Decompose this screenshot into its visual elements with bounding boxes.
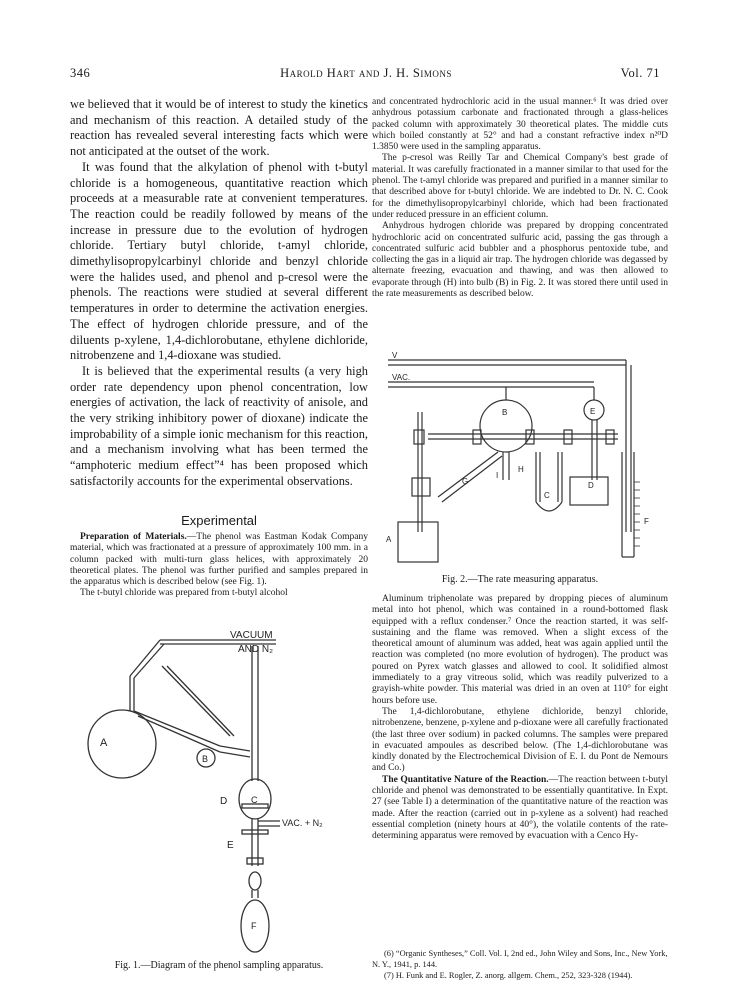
- fig2-label-g: G: [462, 477, 469, 486]
- running-header: [0, 66, 732, 86]
- fig1-label-e: E: [227, 840, 234, 851]
- footnotes: [372, 948, 668, 981]
- flask-a: [88, 710, 156, 778]
- fig2-label-h: H: [518, 465, 524, 474]
- fig1-label-vacuum: VACUUM: [230, 630, 273, 641]
- paragraph-text: —The reaction between t-butyl chloride and phenol was demonstrated to be essentially quantitative. In Expt. 27 (see Table I) a determination of the quantitative nature of the reaction was made. After the reaction (carried out in p-xylene as a solvent) had reached essential completion (ninety hours at 40°), the volatile contents of the rate-determining apparatus were removed by evacuation with a Cenco Hy-: [372, 774, 669, 842]
- paragraph: The p-cresol was Reilly Tar and Chemical Company's best grade of material. It was carefully fractionated in a manner similar to that used for the phenol. The t-amyl chloride was prepared and purified in a manner similar to that described above for t-butyl chloride. We are indebted to Dr. N. C. Cook for the dimethylisopropylcarbinyl chloride, which had been fractionated under reduced pressure in an efficient column.: [372, 153, 668, 220]
- paragraph: It is believed that the experimental results (a very high order rate dependency upon phenol concentration, low energies of activation, the lack of reactivity of anisole, and the very striking inhibitory power of dioxane) indicate the improbability of a simple ionic mechanism for this reaction, and a mechanism involving what has been termed the “amphoteric medium effect”⁴ has been proposed which satisfactorily accounts for the experimental observations.: [70, 363, 368, 488]
- fig2-label-c: C: [544, 491, 550, 500]
- paragraph: Anhydrous hydrogen chloride was prepared by dropping concentrated hydrochloric acid on concentrated sulfuric acid, passing the gas through a concentrated sulfuric acid bubbler and a phosphorus pentoxide tube, and collecting the gas in a liquid air trap. The hydrogen chloride was degassed by alternate freezing, evacuation and thawing, and was then allowed to evaporate through (H) into bulb (B) in Fig. 2. It was stored there until used in the rate measurements as described below.: [372, 221, 668, 300]
- fig2-label-e: E: [590, 407, 596, 416]
- footnote: (7) H. Funk and E. Rogler, Z. anorg. allgem. Chem., 252, 323-328 (1944).: [384, 971, 633, 980]
- page-number: 346: [70, 66, 91, 80]
- fig2-label-i: I: [496, 471, 499, 480]
- paragraph: Aluminum triphenolate was prepared by dropping pieces of aluminum metal into hot phenol, which was contained in a round-bottomed flask equipped with a reflux condenser.⁷ Once the reaction started, it was self-sustaining and the flame was removed. When a slight excess of the theoretical amount of aluminum was added, heat was again applied until the reaction was completed (no more evolution of hydrogen). The product was poured on Pyrex watch glasses and allowed to cool. It solidified almost immediately to a gray vitreous solid, which was readily pulverized to a grayish-white powder. This material was dried in an oven at 110° for eight hours before use.: [372, 594, 668, 706]
- fig1-label-and-n2: AND N₂: [238, 644, 273, 655]
- run-in-heading: The Quantitative Nature of the Reaction.: [382, 774, 549, 785]
- paragraph: we believed that it would be of interest to study the kinetics and mechanism of this reaction. A detailed study of the reaction has revealed several interesting facts which were not anticipated at the outset of the work.: [70, 97, 368, 159]
- paragraph: and concentrated hydrochloric acid in the usual manner.⁶ It was dried over anhydrous potassium carbonate and fractionated through a glass-helices packed column with approximately 30 theoretical plates. The middle cuts which boiled constantly at 52° and had a constant refractive index n²⁰D 1.3850 were used in the sampling apparatus.: [372, 97, 668, 153]
- fig1-label-c: C: [251, 795, 258, 805]
- paragraph: It was found that the alkylation of phenol with t-butyl chloride is a homogeneous, quantitative reaction which proceeds at a measurable rate at convenient temperatures. The reaction could be readily followed by means of the increase in pressure due to the evolution of hydrogen chloride. Tertiary butyl chloride, t-amyl chloride, dimethylisopropylcarbinyl chloride and benzyl chloride were the halides used, and phenol and p-cresol were the phenols. The reactions were studied at several different temperatures in order to determine the activation energies. The effect of hydrogen chloride pressure, and of the diluents p-xylene, 1,4-dichlorobutane, ethylene dichloride, nitrobenzene and 1,4-dioxane was studied.: [70, 159, 368, 363]
- left-intro-text: [70, 97, 368, 490]
- fig2-label-a: A: [386, 535, 392, 544]
- footnote: (6) “Organic Syntheses,” Coll. Vol. I, 2nd ed., John Wiley and Sons, Inc., New York, N. Y., 1941, p. 144.: [372, 949, 668, 969]
- section-heading: Experimental: [181, 513, 257, 528]
- running-authors: Harold Hart and J. H. Simons: [280, 66, 452, 80]
- fig2-label-v: V: [392, 352, 398, 360]
- run-in-heading: Preparation of Materials.: [80, 532, 187, 542]
- figure-1-diagram: [70, 626, 368, 956]
- paragraph: The t-butyl chloride was prepared from t-butyl alcohol: [80, 588, 288, 599]
- preparation-of-materials: [70, 532, 368, 600]
- fig1-label-f: F: [251, 921, 257, 931]
- fig2-label-d: D: [588, 481, 594, 490]
- paragraph: [372, 775, 668, 843]
- fig2-label-f: F: [644, 517, 649, 526]
- fig2-label-b: B: [502, 408, 508, 417]
- paragraph: [70, 532, 368, 588]
- paragraph: The 1,4-dichlorobutane, ethylene dichloride, benzyl chloride, nitrobenzene, benzene, p-xylene and p-dioxane were all carefully fractionated (the last three over sodium) in packed columns. The samples were prepared in evacuated ampoules as described below. (The 1,4-dichlorobutane was kindly donated by the Electrochemical Division of E. I. du Pont de Nemours and Co.): [372, 706, 668, 774]
- fig1-label-b: B: [202, 754, 209, 764]
- figure-2-diagram: [378, 352, 660, 567]
- paragraph-text: —The phenol was Eastman Kodak Company material, which was fractionated at a pressure of approximately 100 mm. in a column packed with multi-turn glass helices, with approximately 20 theoretical plates. The phenol was further purified and samples prepared in the apparatus which is described below (see Fig. 1).: [70, 532, 368, 588]
- right-top-text: [372, 97, 668, 300]
- fig1-label-a: A: [100, 737, 108, 749]
- fig1-label-d: D: [220, 796, 228, 807]
- fig2-label-vac: VAC.: [392, 373, 411, 382]
- right-bottom-text: [372, 594, 668, 843]
- figure-1-caption: Fig. 1.—Diagram of the phenol sampling apparatus.: [114, 960, 324, 971]
- fig1-label-vac-n2: VAC. + N₂: [282, 818, 323, 828]
- figure-2-caption: Fig. 2.—The rate measuring apparatus.: [441, 574, 599, 585]
- volume-label: Vol. 71: [620, 66, 660, 80]
